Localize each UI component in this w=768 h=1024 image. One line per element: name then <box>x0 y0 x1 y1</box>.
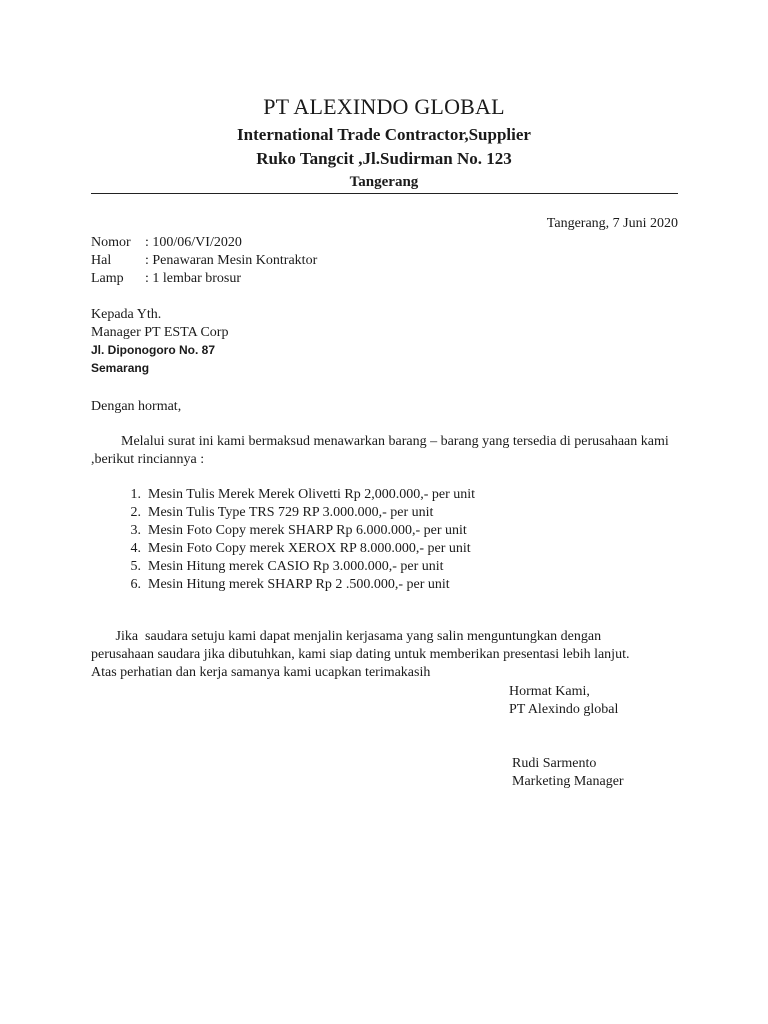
letterhead-divider <box>91 193 678 194</box>
company-address: Ruko Tangcit ,Jl.Sudirman No. 123 <box>256 149 512 168</box>
meta-row-nomor <box>91 234 242 252</box>
closing-line: Atas perhatian dan kerja samanya kami ucapkan terimakasih <box>91 665 431 680</box>
list-item-number: 5. <box>130 559 141 574</box>
signoff-company: PT Alexindo global <box>509 702 619 717</box>
list-item-text: Mesin Tulis Type TRS 729 RP 3.000.000,- per unit <box>148 505 434 520</box>
meta-key: Hal <box>91 253 112 268</box>
list-item-number: 4. <box>130 541 141 556</box>
list-item <box>91 558 475 576</box>
meta-key: Lamp <box>91 271 124 286</box>
letter-date: Tangerang, 7 Juni 2020 <box>546 216 678 231</box>
recipient-name: Manager PT ESTA Corp <box>91 325 229 340</box>
company-tagline: International Trade Contractor,Supplier <box>237 125 531 144</box>
recipient-street: Jl. Diponogoro No. 87 <box>91 343 216 357</box>
list-item <box>91 504 475 522</box>
signer-name: Rudi Sarmento <box>512 756 597 771</box>
list-item-number: 3. <box>130 523 141 538</box>
meta-row-lamp <box>91 270 241 288</box>
offer-list <box>91 486 475 594</box>
list-item-number: 6. <box>130 577 141 592</box>
list-item-text: Mesin Foto Copy merek XEROX RP 8.000.000,- per unit <box>148 541 471 556</box>
list-item <box>91 522 475 540</box>
list-item-text: Mesin Hitung merek SHARP Rp 2 .500.000,- per unit <box>148 577 450 592</box>
meta-value: : 100/06/VI/2020 <box>145 235 242 250</box>
meta-value: : 1 lembar brosur <box>145 271 242 286</box>
list-item <box>91 486 475 504</box>
list-item-text: Mesin Tulis Merek Merek Olivetti Rp 2,000.000,- per unit <box>148 487 476 502</box>
list-item-number: 2. <box>130 505 141 520</box>
signer-title: Marketing Manager <box>512 774 624 789</box>
company-name: PT ALEXINDO GLOBAL <box>263 94 505 119</box>
list-item-number: 1. <box>130 487 141 502</box>
meta-key: Nomor <box>91 235 131 250</box>
intro-paragraph: Melalui surat ini kami bermaksud menawarkan barang – barang yang tersedia di perusahaan kami ,berikut rinciannya : <box>91 434 669 467</box>
closing-line: perusahaan saudara jika dibutuhkan, kami siap dating untuk memberikan presentasi lebih lanjut. <box>91 647 630 662</box>
recipient-city: Semarang <box>91 361 150 375</box>
list-item-text: Mesin Foto Copy merek SHARP Rp 6.000.000,- per unit <box>148 523 467 538</box>
meta-row-hal <box>91 252 317 270</box>
meta-value: : Penawaran Mesin Kontraktor <box>145 253 318 268</box>
closing-line: Jika saudara setuju kami dapat menjalin kerjasama yang salin menguntungkan dengan <box>91 629 602 644</box>
list-item-text: Mesin Hitung merek CASIO Rp 3.000.000,- per unit <box>148 559 444 574</box>
list-item <box>91 540 475 558</box>
closing-paragraph <box>91 628 681 682</box>
recipient-salutation: Kepada Yth. <box>91 307 162 322</box>
signoff-regards: Hormat Kami, <box>509 684 590 699</box>
greeting: Dengan hormat, <box>91 399 182 414</box>
company-city: Tangerang <box>349 174 419 190</box>
list-item <box>91 576 475 594</box>
